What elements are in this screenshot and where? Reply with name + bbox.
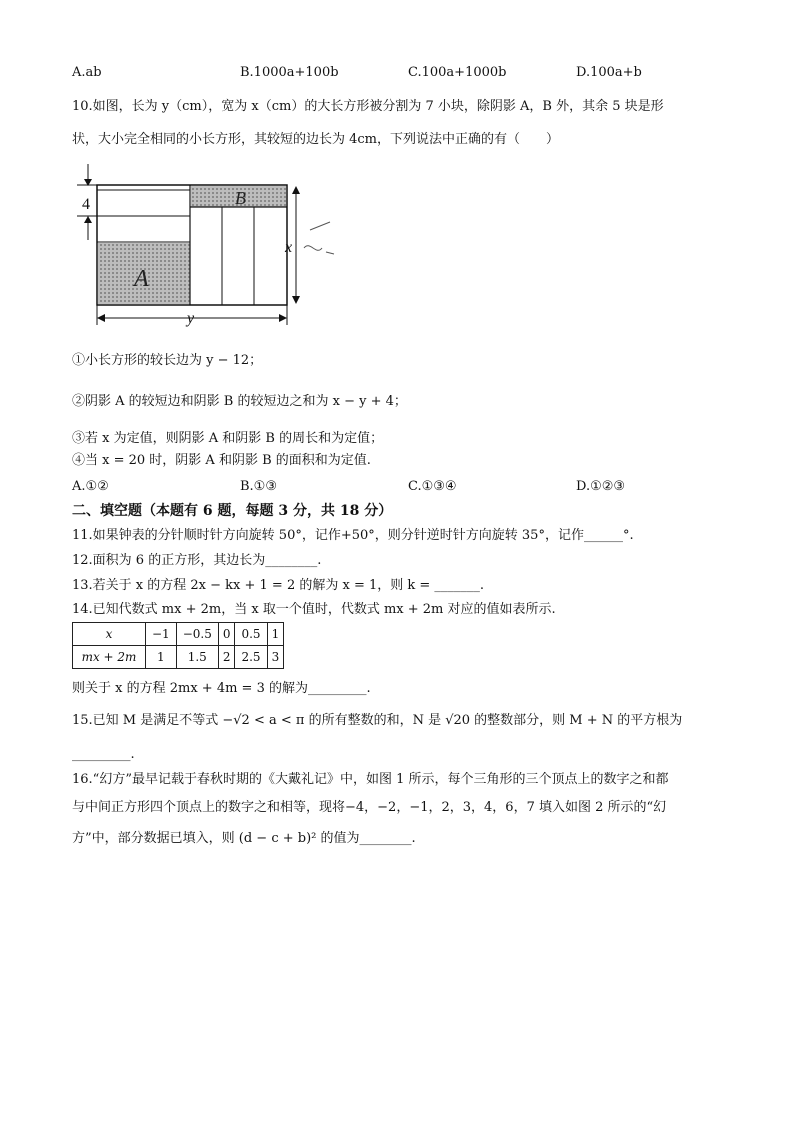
table-cell: 2 — [218, 646, 235, 669]
q10-statement-1: ①小长方形的较长边为 y − 12； — [72, 353, 263, 368]
table-cell: mx + 2m — [73, 646, 146, 669]
q10-statement-4: ④当 x = 20 时，阴影 A 和阴影 B 的面积和为定值. — [72, 453, 371, 468]
table-cell: 1 — [267, 623, 284, 646]
q16-line3: 方”中，部分数据已填入，则 (d − c + b)² 的值为________. — [72, 831, 416, 846]
q15-line1: 15.已知 M 是满足不等式 −√2 < a < π 的所有整数的和，N 是 √20 的整数部分，则 M + N 的平方根为 — [72, 713, 683, 728]
q10-option-a: A.①② — [72, 479, 109, 494]
dimy-right-arrowhead — [279, 314, 287, 322]
label-b: B — [235, 188, 246, 208]
table-cell: 1.5 — [176, 646, 218, 669]
q9-option-a: A.ab — [72, 65, 102, 80]
q9-option-b: B.1000a+100b — [240, 65, 339, 80]
table-cell: 3 — [267, 646, 284, 669]
table-cell: −0.5 — [176, 623, 218, 646]
q10-option-d: D.①②③ — [576, 479, 626, 494]
table-row — [73, 646, 284, 669]
dim4-bottom-arrowhead — [84, 216, 92, 223]
q14-text: 14.已知代数式 mx + 2m，当 x 取一个值时，代数式 mx + 2m 对应的值如表所示. — [72, 602, 556, 617]
q14-value-table — [72, 622, 284, 669]
q10-statement-2: ②阴影 A 的较短边和阴影 B 的较短边之和为 x − y + 4； — [72, 394, 407, 409]
table-cell: x — [73, 623, 146, 646]
label-4: 4 — [82, 196, 90, 213]
table-cell: 0 — [218, 623, 235, 646]
label-x: x — [285, 239, 293, 256]
section2-title: 二、填空题（本题有 6 题，每题 3 分，共 18 分） — [72, 503, 393, 519]
q10-option-b: B.①③ — [240, 479, 277, 494]
label-a: A — [134, 266, 149, 292]
q10-statement-3: ③若 x 为定值，则阴影 A 和阴影 B 的周长和为定值； — [72, 431, 384, 446]
q10-stem-line2: 状，大小完全相同的小长方形，其较短的边长为 4cm，下列说法中正确的有（ ） — [72, 132, 560, 147]
q12-text: 12.面积为 6 的正方形，其边长为________. — [72, 553, 322, 568]
handwritten-scribble — [304, 222, 334, 254]
table-cell: 1 — [146, 646, 177, 669]
q16-line2: 与中间正方形四个顶点上的数字之和相等，现将−4，−2，−1，2，3，4，6，7 填入如图 2 所示的“幻 — [72, 800, 667, 815]
table-cell: 2.5 — [235, 646, 267, 669]
table-cell: 0.5 — [235, 623, 267, 646]
dimx-bottom-arrowhead — [292, 296, 300, 304]
label-y: y — [187, 310, 195, 327]
q10-rectangle-figure — [72, 160, 372, 332]
q16-line1: 16.“幻方”最早记载于春秋时期的《大戴礼记》中，如图 1 所示，每个三角形的三个顶点上的数字之和都 — [72, 772, 669, 787]
q9-option-d: D.100a+b — [576, 65, 642, 80]
q15-line2: _________. — [72, 747, 135, 762]
q9-option-c: C.100a+1000b — [408, 65, 507, 80]
q10-stem-line1: 10.如图，长为 y（cm），宽为 x（cm）的大长方形被分割为 7 小块，除阴影 A，B 外，其余 5 块是形 — [72, 99, 664, 114]
q10-option-c: C.①③④ — [408, 479, 457, 494]
dimx-top-arrowhead — [292, 186, 300, 194]
table-cell: −1 — [146, 623, 177, 646]
q13-text: 13.若关于 x 的方程 2x − kx + 1 = 2 的解为 x = 1，则 k = _______. — [72, 578, 485, 593]
q14-after-text: 则关于 x 的方程 2mx + 4m = 3 的解为_________. — [72, 681, 371, 696]
q11-text: 11.如果钟表的分针顺时针方向旋转 50°，记作+50°，则分针逆时针方向旋转 35°，记作______°. — [72, 528, 634, 543]
dimy-left-arrowhead — [97, 314, 105, 322]
table-row — [73, 623, 284, 646]
